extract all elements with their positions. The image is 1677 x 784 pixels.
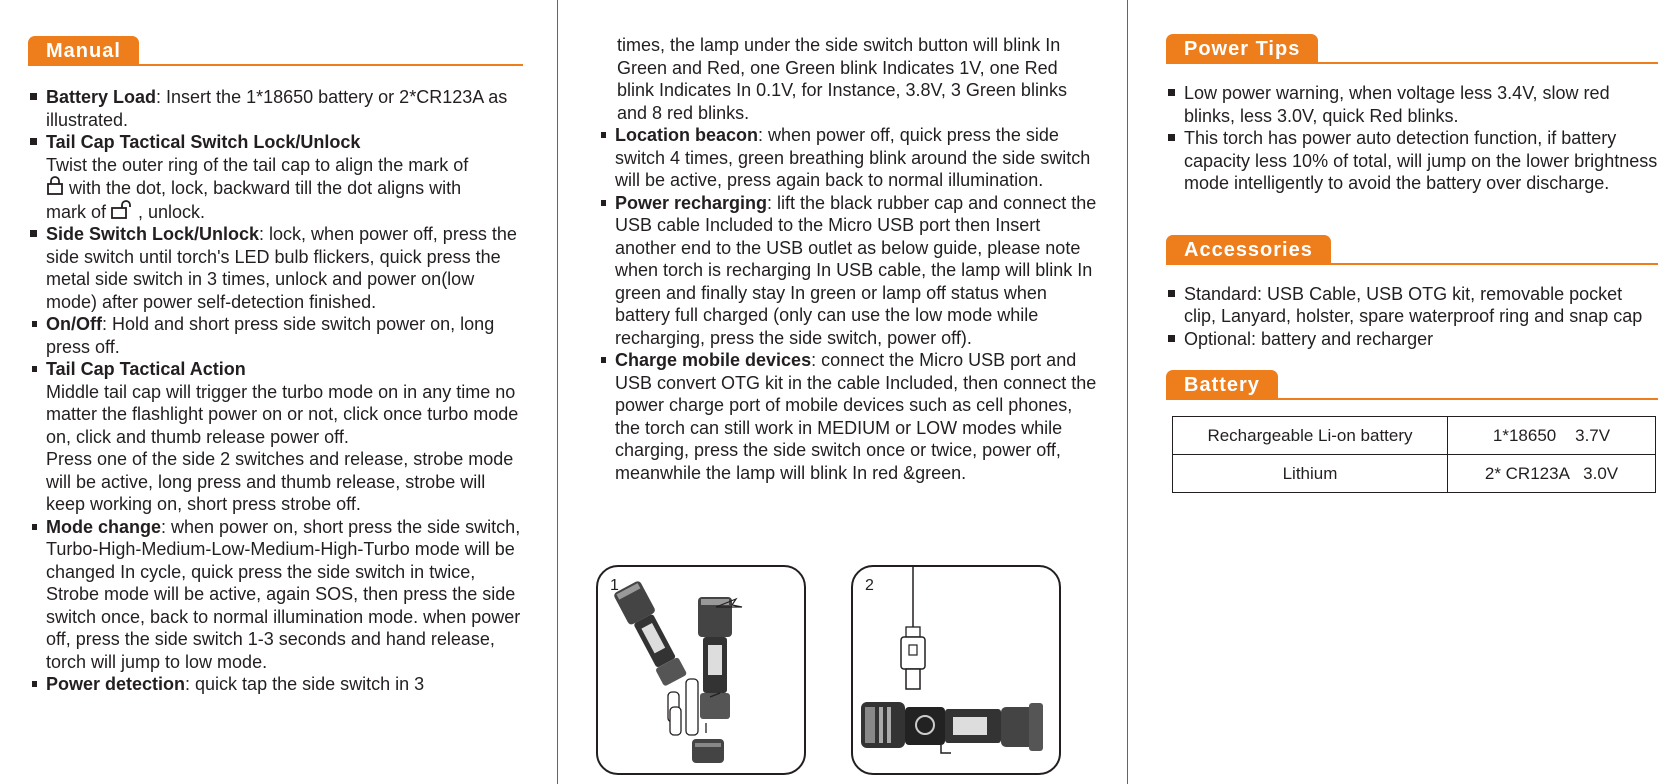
accessories-header [1166, 235, 1658, 269]
power-detection-cont: times, the lamp under the side switch button will blink In Green and Red, one Green blink Indicates 1V, one Red blink Indicates In 0.1V, for Instance, 3.8V, 3 Green blinks and 8 red blinks. [617, 35, 1067, 123]
power-tips-header [1166, 34, 1658, 68]
table-row [1173, 455, 1656, 493]
unlock-icon [111, 200, 133, 220]
battery-header [1166, 370, 1658, 404]
accessory-item: Standard: USB Cable, USB OTG kit, removable pocket clip, Lanyard, holster, spare waterproof ring and snap cap [1166, 283, 1658, 328]
mode-change-item: Mode change: when power on, short press the side switch, Turbo-High-Medium-Low-Medium-High-Turbo mode will be changed In cycle, quick press the side switch in twice, Strobe mode will be active, again SOS, then press the side switch once, back to normal illumination mode. when power off, press the side switch 1-3 seconds and hand release, torch will jump to low mode. [28, 516, 523, 674]
power-recharging-item: Power recharging: lift the black rubber cap and connect the USB cable Included to the Micro USB port then Insert another end to the USB outlet as below guide, please note when torch is recharging In USB cable, the lamp will blink In green and finally stay In green or lamp off status when battery full charged (only can use the low mode while recharging, press the side switch, power off). [597, 192, 1097, 350]
manual-heading: Manual [28, 36, 139, 66]
column-divider-right [1127, 0, 1128, 784]
battery-load-item: Battery Load: Insert the 1*18650 battery or 2*CR123A as illustrated. [28, 86, 523, 131]
figure-battery-insertion [596, 565, 806, 775]
power-tip-item: This torch has power auto detection function, if battery capacity less 10% of total, will jump on the lower brightness mode intelligently to avoid the battery over discharge. [1166, 127, 1658, 195]
flashlight-battery-illustration [598, 567, 804, 773]
tail-lock-item: Tail Cap Tactical Switch Lock/Unlock Twist the outer ring of the tail cap to align the mark of with the dot, lock, backward till the dot aligns with mark of , unlock. [28, 131, 523, 223]
specs-column [1166, 0, 1658, 493]
battery-table [1172, 416, 1656, 493]
power-tips-heading: Power Tips [1166, 34, 1318, 64]
battery-spec-cell: 2* CR123A 3.0V [1448, 455, 1656, 493]
manual-header [28, 36, 523, 70]
column-divider-left [557, 0, 558, 784]
lock-icon [46, 176, 64, 196]
figure-number-1: 1 [610, 577, 619, 594]
figure-usb-charging [851, 565, 1061, 775]
battery-type-cell: Rechargeable Li-on battery [1173, 417, 1448, 455]
accessories-heading: Accessories [1166, 235, 1331, 265]
battery-type-cell: Lithium [1173, 455, 1448, 493]
power-tip-item: Low power warning, when voltage less 3.4V, slow red blinks, less 3.0V, quick Red blinks. [1166, 82, 1658, 127]
features-list [597, 124, 1097, 484]
figure-number-2: 2 [865, 577, 874, 594]
accessory-item: Optional: battery and recharger [1166, 328, 1658, 351]
side-lock-item: Side Switch Lock/Unlock: lock, when power off, press the side switch until torch's LED bulb flickers, quick press the metal side switch in 3 times, unlock and power on(low mode) after power self-detection finished. [28, 223, 523, 313]
power-tips-list [1166, 82, 1658, 195]
usb-charging-illustration [853, 567, 1059, 773]
tail-action-item: Tail Cap Tactical Action Middle tail cap will trigger the turbo mode on in any time no matter the flashlight power on or not, click once turbo mode on, click and thumb release power off. Press one of the side 2 switches and release, strobe mode will be active, long press and thumb release, strobe will keep working on, short press strobe off. [28, 358, 523, 516]
battery-heading: Battery [1166, 370, 1278, 400]
charge-mobile-item: Charge mobile devices: connect the Micro USB port and USB convert OTG kit in the cable Included, then connect the power charge port of mobile devices such as cell phones, the torch can still work in MEDIUM or LOW modes while charging, press the side switch once or twice, power off, meanwhile the lamp will blink In red &green. [597, 349, 1097, 484]
features-column [597, 0, 1097, 484]
table-row [1173, 417, 1656, 455]
onoff-item: On/Off: Hold and short press side switch power on, long press off. [28, 313, 523, 358]
manual-list [28, 86, 523, 696]
accessories-list [1166, 283, 1658, 351]
power-detection-item: Power detection: quick tap the side switch in 3 [28, 673, 523, 696]
location-beacon-item: Location beacon: when power off, quick press the side switch 4 times, green breathing blink around the side switch will be active, press again back to normal illumination. [597, 124, 1097, 192]
battery-spec-cell: 1*18650 3.7V [1448, 417, 1656, 455]
manual-column [28, 0, 523, 696]
